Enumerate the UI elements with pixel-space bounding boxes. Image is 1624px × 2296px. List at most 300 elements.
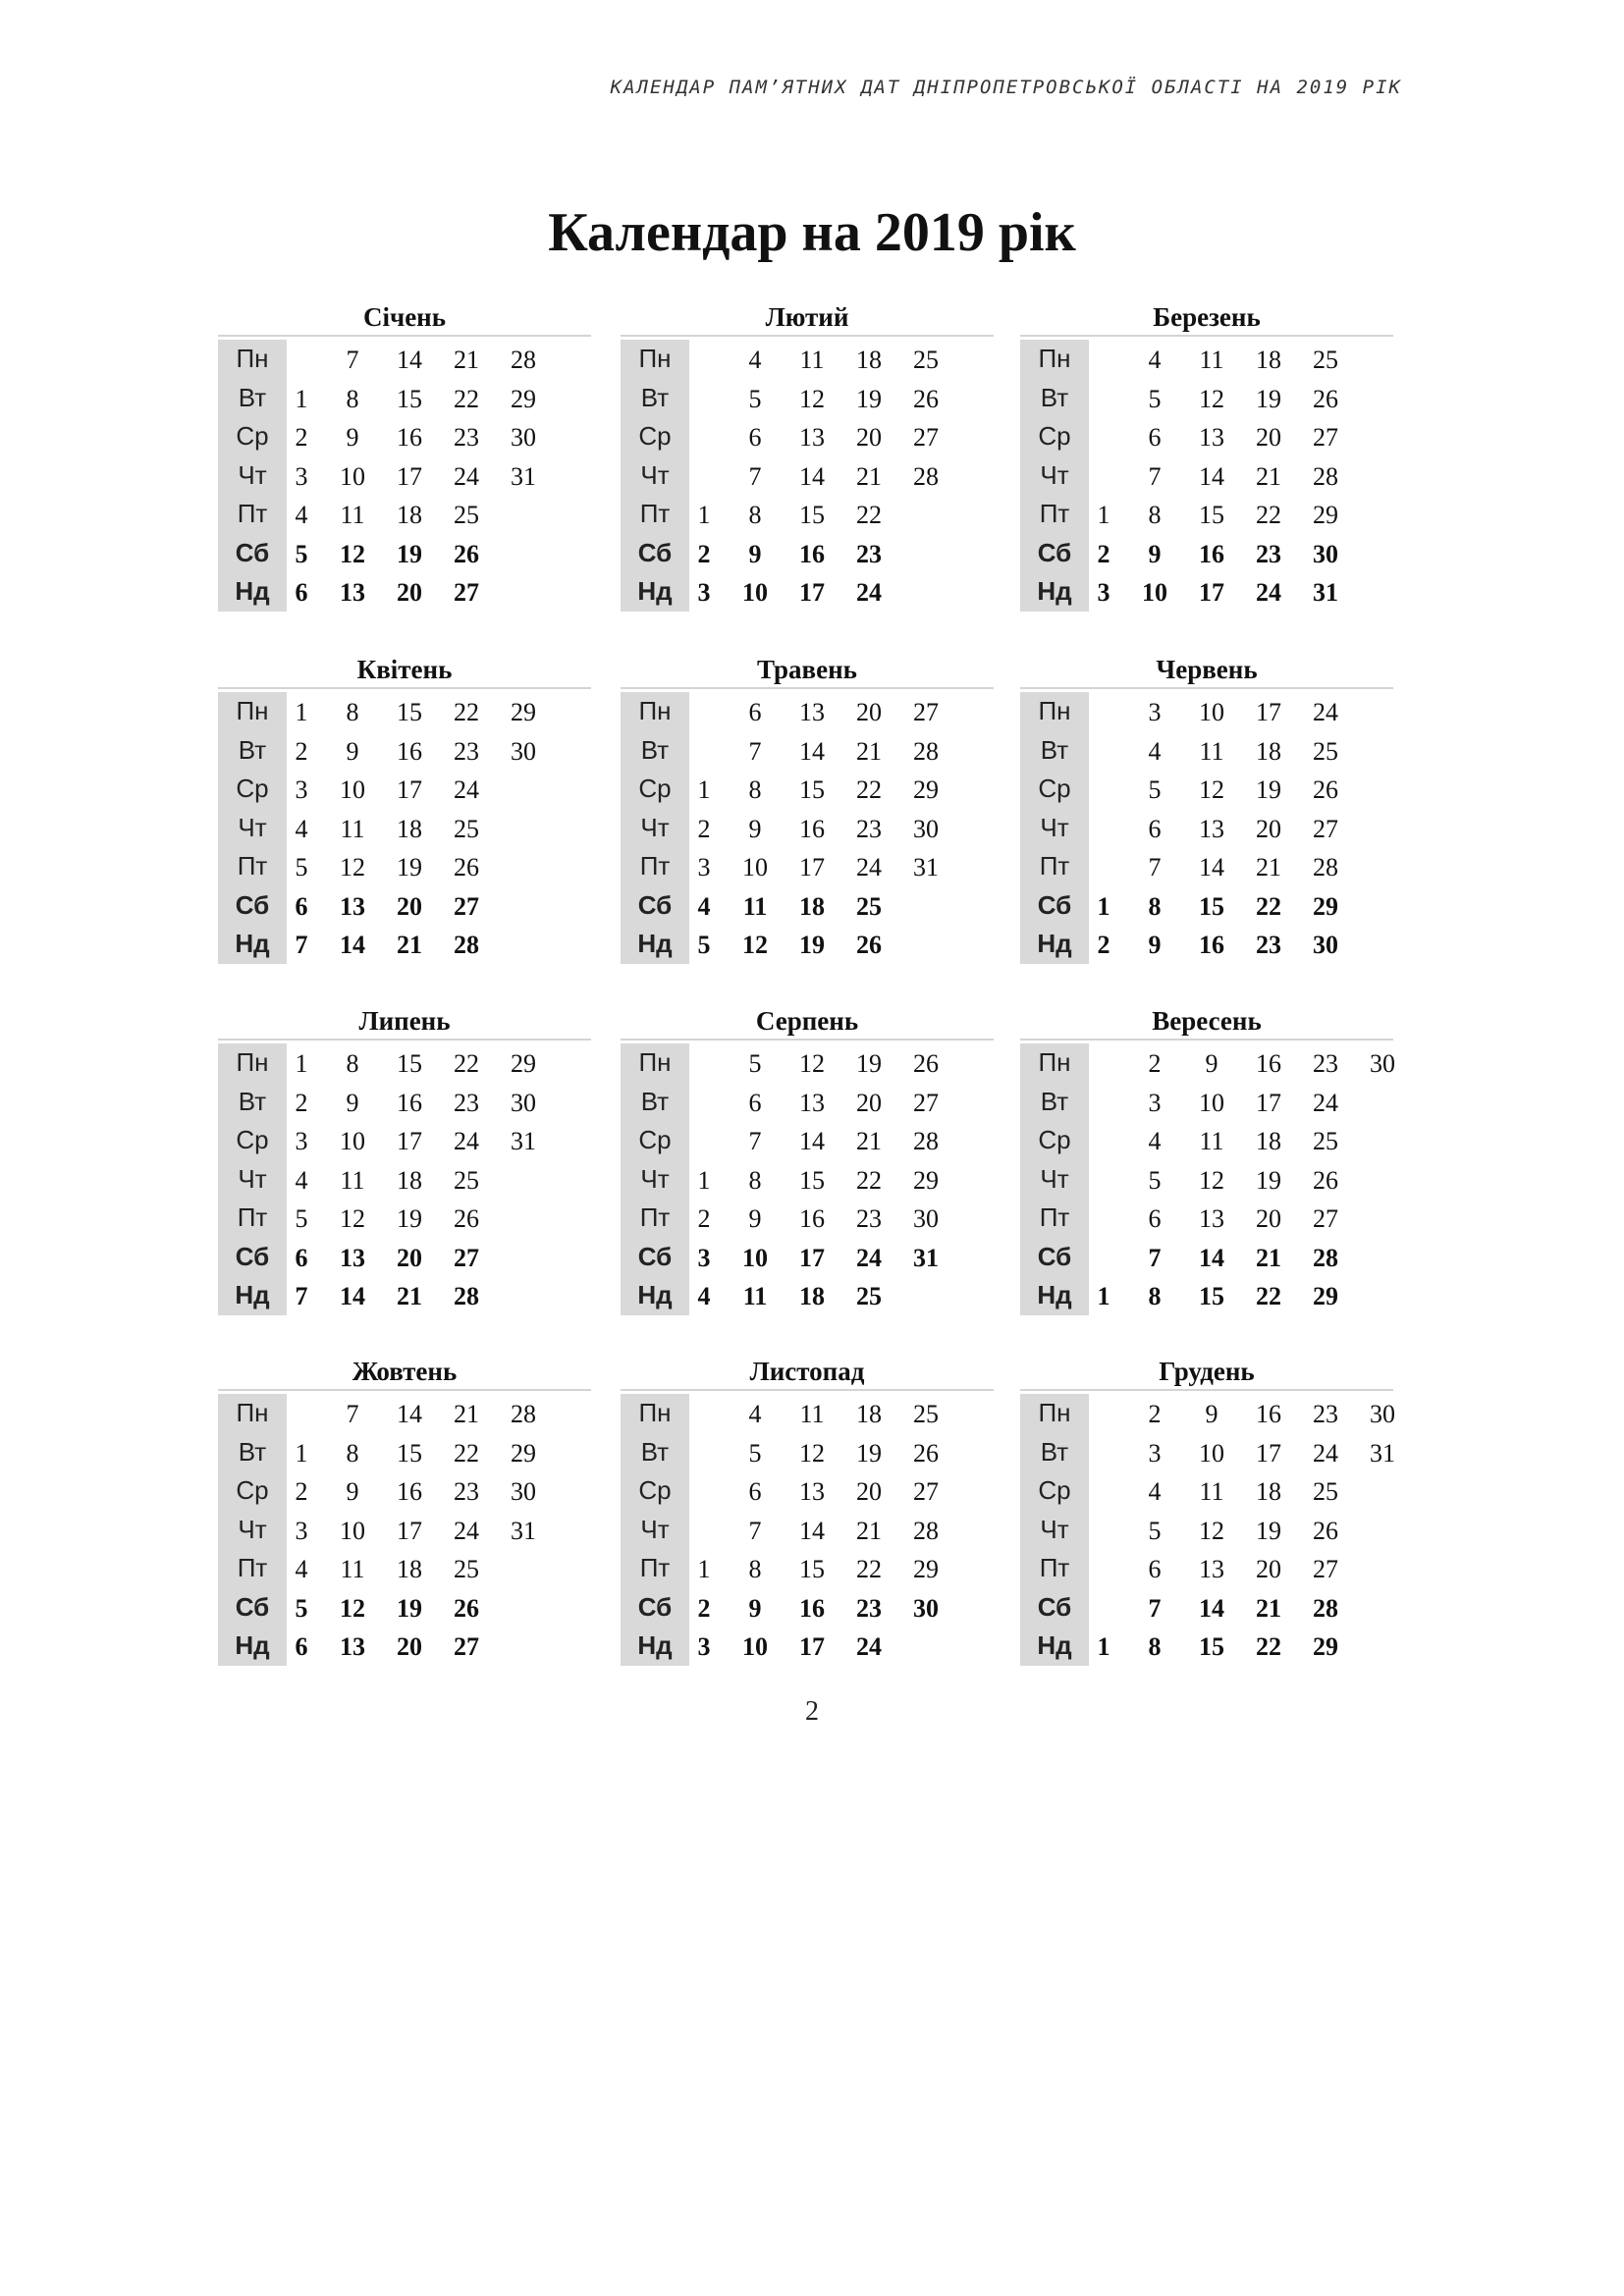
weekday-label: Чт xyxy=(1020,1160,1089,1200)
day-cell: 15 xyxy=(397,1049,422,1078)
day-cell: 8 xyxy=(748,775,762,804)
day-cell: 20 xyxy=(1256,423,1281,452)
week-row xyxy=(621,770,994,809)
day-cell xyxy=(897,534,954,573)
day-cell xyxy=(1354,340,1411,379)
day-cell: 2 xyxy=(295,736,308,766)
day-cell: 29 xyxy=(511,1049,536,1078)
day-cell: 9 xyxy=(1205,1400,1218,1428)
day-cell: 6 xyxy=(1148,814,1162,843)
week-row xyxy=(1020,1199,1393,1238)
day-cell: 7 xyxy=(346,1400,359,1428)
week-row xyxy=(1020,925,1393,964)
month-block xyxy=(1020,653,1393,959)
week-row xyxy=(218,770,591,809)
day-cell: 23 xyxy=(1256,931,1281,959)
day-cell: 21 xyxy=(856,1127,882,1155)
day-cell: 1 xyxy=(697,501,711,529)
month-block xyxy=(621,653,994,959)
weekday-label: Ср xyxy=(1020,1471,1089,1511)
day-cell: 4 xyxy=(295,501,308,529)
day-cell: 1 xyxy=(697,1165,711,1195)
month-block xyxy=(621,1004,994,1310)
week-row xyxy=(218,340,591,379)
day-cell xyxy=(1081,1549,1126,1588)
day-cell: 13 xyxy=(1199,1555,1224,1583)
day-cell: 16 xyxy=(799,1593,825,1623)
day-cell: 12 xyxy=(799,1049,825,1078)
day-cell xyxy=(495,925,552,964)
day-cell: 20 xyxy=(856,698,882,726)
day-cell xyxy=(954,1276,1011,1315)
day-cell: 29 xyxy=(1313,891,1338,921)
day-cell: 30 xyxy=(1370,1049,1395,1078)
weekday-label: Пт xyxy=(1020,1549,1089,1588)
day-cell: 5 xyxy=(1148,775,1162,804)
day-cell: 20 xyxy=(397,1632,422,1661)
day-cell: 29 xyxy=(1313,1282,1338,1310)
day-cell: 4 xyxy=(1148,1127,1162,1155)
day-cell: 27 xyxy=(454,578,479,607)
day-cell xyxy=(552,1433,609,1472)
day-cell: 12 xyxy=(340,853,365,881)
week-row xyxy=(218,1238,591,1277)
day-cell: 30 xyxy=(511,423,536,452)
day-cell: 26 xyxy=(454,1204,479,1233)
day-cell xyxy=(495,1627,552,1666)
day-cell: 1 xyxy=(1097,501,1110,529)
day-cell xyxy=(1081,770,1126,809)
day-cell: 11 xyxy=(742,1282,768,1310)
day-cell xyxy=(1081,1083,1126,1122)
day-cell: 4 xyxy=(697,891,711,921)
day-cell xyxy=(1354,731,1411,771)
day-cell: 18 xyxy=(799,891,825,921)
week-row xyxy=(1020,886,1393,926)
day-cell: 28 xyxy=(913,1516,939,1545)
day-cell: 15 xyxy=(799,501,825,529)
day-cell: 13 xyxy=(340,578,365,607)
day-cell: 30 xyxy=(913,1204,939,1233)
day-cell: 13 xyxy=(799,423,825,452)
day-cell: 24 xyxy=(1256,578,1281,607)
day-cell xyxy=(1081,340,1126,379)
month-name: Листопад xyxy=(621,1357,994,1391)
day-cell: 1 xyxy=(1097,1282,1110,1310)
day-cell: 16 xyxy=(1256,1400,1281,1428)
day-cell: 3 xyxy=(1148,1438,1162,1468)
day-cell: 2 xyxy=(1097,931,1110,959)
day-cell: 21 xyxy=(397,1282,422,1310)
week-row xyxy=(1020,495,1393,534)
day-cell: 26 xyxy=(454,853,479,881)
day-cell: 16 xyxy=(397,736,422,766)
day-cell: 30 xyxy=(511,736,536,766)
day-cell xyxy=(1081,731,1126,771)
day-cell: 1 xyxy=(295,384,308,413)
day-cell: 12 xyxy=(340,1593,365,1623)
day-cell xyxy=(279,340,324,379)
day-cell: 7 xyxy=(1148,1593,1162,1623)
day-cell: 7 xyxy=(1148,461,1162,491)
weekday-label: Пт xyxy=(1020,495,1089,534)
weekday-label: Чт xyxy=(1020,456,1089,496)
day-cell: 27 xyxy=(913,1477,939,1506)
day-cell xyxy=(681,1511,727,1550)
weekday-label: Пн xyxy=(1020,1043,1089,1083)
day-cell: 23 xyxy=(856,539,882,568)
day-cell: 21 xyxy=(856,461,882,491)
page-title: Календар на 2019 рік xyxy=(548,202,1076,263)
day-cell: 20 xyxy=(397,891,422,921)
day-cell: 2 xyxy=(1148,1049,1162,1078)
weekday-label: Вт xyxy=(218,379,287,418)
week-row xyxy=(218,1511,591,1550)
day-cell: 12 xyxy=(1199,775,1224,804)
day-cell: 4 xyxy=(697,1282,711,1310)
month-days-table xyxy=(218,1043,591,1315)
week-row xyxy=(1020,572,1393,612)
day-cell xyxy=(954,1588,1011,1628)
weekday-label: Пт xyxy=(621,495,689,534)
weekday-label: Сб xyxy=(621,1238,689,1277)
week-row xyxy=(1020,1276,1393,1315)
week-row xyxy=(1020,770,1393,809)
weekday-label: Нд xyxy=(621,1627,689,1666)
day-cell: 18 xyxy=(1256,736,1281,766)
day-cell: 18 xyxy=(799,1282,825,1310)
day-cell: 9 xyxy=(748,539,762,568)
day-cell: 20 xyxy=(397,1243,422,1272)
day-cell: 7 xyxy=(295,931,308,959)
day-cell xyxy=(954,340,1011,379)
day-cell: 13 xyxy=(340,1632,365,1661)
day-cell xyxy=(954,925,1011,964)
day-cell xyxy=(495,886,552,926)
weekday-label: Пн xyxy=(621,340,689,379)
day-cell: 20 xyxy=(1256,1204,1281,1233)
day-cell xyxy=(1354,1511,1411,1550)
day-cell xyxy=(954,1627,1011,1666)
day-cell: 16 xyxy=(1199,931,1224,959)
week-row xyxy=(621,1627,994,1666)
day-cell xyxy=(1354,1627,1411,1666)
month-block xyxy=(218,653,591,959)
week-row xyxy=(621,495,994,534)
day-cell xyxy=(897,495,954,534)
day-cell: 27 xyxy=(913,698,939,726)
month-name: Вересень xyxy=(1020,1006,1393,1041)
day-cell: 19 xyxy=(1256,384,1281,413)
day-cell: 18 xyxy=(856,1400,882,1428)
weekday-label: Вт xyxy=(218,1083,287,1122)
day-cell: 8 xyxy=(346,1049,359,1078)
week-row xyxy=(621,456,994,496)
weekday-label: Вт xyxy=(218,1433,287,1472)
day-cell xyxy=(954,572,1011,612)
month-days-table xyxy=(621,1043,994,1315)
weekday-label: Сб xyxy=(218,534,287,573)
day-cell: 30 xyxy=(1313,539,1338,568)
day-cell xyxy=(681,456,727,496)
weekday-label: Ср xyxy=(218,417,287,456)
weekday-label: Пн xyxy=(218,1043,287,1083)
day-cell: 16 xyxy=(799,1204,825,1233)
month-block xyxy=(218,300,591,607)
month-block xyxy=(1020,1004,1395,1310)
weekday-label: Вт xyxy=(621,731,689,771)
day-cell xyxy=(552,886,609,926)
day-cell xyxy=(495,809,552,848)
day-cell: 6 xyxy=(295,1632,308,1661)
day-cell: 27 xyxy=(454,1243,479,1272)
day-cell xyxy=(1354,847,1411,886)
day-cell: 4 xyxy=(295,1165,308,1195)
day-cell: 24 xyxy=(856,1243,882,1272)
day-cell xyxy=(552,1043,609,1083)
day-cell xyxy=(954,1471,1011,1511)
day-cell: 31 xyxy=(1370,1438,1395,1468)
day-cell: 11 xyxy=(742,891,768,921)
day-cell: 24 xyxy=(1313,698,1338,726)
month-name: Жовтень xyxy=(218,1357,591,1391)
day-cell: 6 xyxy=(748,1088,762,1117)
day-cell: 18 xyxy=(397,1165,422,1195)
day-cell: 27 xyxy=(1313,423,1338,452)
day-cell xyxy=(1081,417,1126,456)
day-cell: 15 xyxy=(1199,1632,1224,1661)
weekday-label: Чт xyxy=(218,456,287,496)
day-cell: 30 xyxy=(511,1477,536,1506)
day-cell xyxy=(1354,886,1411,926)
week-row xyxy=(1020,809,1393,848)
day-cell: 14 xyxy=(1199,1243,1224,1272)
day-cell: 22 xyxy=(454,698,479,726)
day-cell: 21 xyxy=(454,346,479,374)
weekday-label: Сб xyxy=(1020,886,1089,926)
week-row xyxy=(1020,340,1393,379)
month-days-table xyxy=(1020,340,1393,612)
day-cell: 1 xyxy=(697,775,711,804)
day-cell: 2 xyxy=(1148,1400,1162,1428)
day-cell: 21 xyxy=(397,931,422,959)
day-cell: 3 xyxy=(697,578,711,607)
weekday-label: Сб xyxy=(1020,534,1089,573)
day-cell xyxy=(552,1394,609,1433)
weekday-label: Пн xyxy=(1020,340,1089,379)
day-cell xyxy=(1354,1588,1411,1628)
day-cell: 1 xyxy=(295,698,308,726)
day-cell xyxy=(1354,1238,1411,1277)
weekday-label: Нд xyxy=(218,572,287,612)
day-cell xyxy=(552,534,609,573)
weekday-label: Ср xyxy=(218,770,287,809)
day-cell xyxy=(681,731,727,771)
day-cell: 11 xyxy=(799,346,825,374)
day-cell: 3 xyxy=(1097,578,1110,607)
week-row xyxy=(621,1083,994,1122)
day-cell xyxy=(552,1160,609,1200)
weekday-label: Нд xyxy=(1020,572,1089,612)
day-cell xyxy=(897,1276,954,1315)
week-row xyxy=(1020,1511,1393,1550)
day-cell: 27 xyxy=(913,1088,939,1117)
day-cell xyxy=(495,1549,552,1588)
month-days-table xyxy=(1020,1043,1393,1315)
day-cell: 29 xyxy=(913,1165,939,1195)
weekday-label: Пт xyxy=(621,1549,689,1588)
day-cell xyxy=(954,770,1011,809)
day-cell: 11 xyxy=(340,1555,365,1583)
day-cell: 4 xyxy=(748,346,762,374)
day-cell: 5 xyxy=(295,539,308,568)
weekday-label: Пн xyxy=(1020,1394,1089,1433)
weekday-label: Ср xyxy=(621,1471,689,1511)
day-cell: 22 xyxy=(856,1165,882,1195)
day-cell: 10 xyxy=(340,775,365,804)
day-cell: 9 xyxy=(346,1088,359,1117)
month-name: Лютий xyxy=(621,302,994,337)
page-number: 2 xyxy=(805,1696,819,1727)
day-cell: 15 xyxy=(1199,891,1224,921)
day-cell: 2 xyxy=(295,423,308,452)
week-row xyxy=(1020,1160,1393,1200)
day-cell: 6 xyxy=(295,578,308,607)
day-cell: 16 xyxy=(1256,1049,1281,1078)
day-cell: 12 xyxy=(799,1438,825,1468)
day-cell: 19 xyxy=(397,1593,422,1623)
day-cell: 20 xyxy=(397,578,422,607)
weekday-label: Нд xyxy=(621,925,689,964)
day-cell xyxy=(552,1511,609,1550)
weekday-label: Вт xyxy=(1020,1433,1089,1472)
week-row xyxy=(218,886,591,926)
day-cell: 7 xyxy=(748,1127,762,1155)
weekday-label: Пт xyxy=(1020,1199,1089,1238)
day-cell: 13 xyxy=(1199,1204,1224,1233)
weekday-label: Чт xyxy=(621,1511,689,1550)
day-cell: 9 xyxy=(748,1593,762,1623)
day-cell: 30 xyxy=(1370,1400,1395,1428)
day-cell: 8 xyxy=(748,1555,762,1583)
day-cell xyxy=(681,1083,727,1122)
day-cell: 10 xyxy=(1199,698,1224,726)
day-cell: 25 xyxy=(856,1282,882,1310)
weekday-label: Чт xyxy=(218,1160,287,1200)
day-cell: 28 xyxy=(1313,461,1338,491)
day-cell: 28 xyxy=(511,1400,536,1428)
day-cell: 11 xyxy=(1199,736,1224,766)
day-cell: 3 xyxy=(697,1243,711,1272)
week-row xyxy=(218,1471,591,1511)
day-cell xyxy=(552,809,609,848)
day-cell: 23 xyxy=(1313,1400,1338,1428)
day-cell: 16 xyxy=(799,539,825,568)
day-cell: 8 xyxy=(1148,1282,1162,1310)
day-cell: 11 xyxy=(340,814,365,843)
day-cell: 21 xyxy=(1256,853,1281,881)
day-cell xyxy=(1354,692,1411,731)
running-header: КАЛЕНДАР ПАМ’ЯТНИХ ДАТ ДНІПРОПЕТРОВСЬКОЇ ОБЛАСТІ НА 2019 РІК xyxy=(610,77,1402,98)
day-cell: 18 xyxy=(397,814,422,843)
day-cell: 4 xyxy=(1148,736,1162,766)
weekday-label: Пн xyxy=(621,1394,689,1433)
week-row xyxy=(1020,1394,1393,1433)
day-cell: 18 xyxy=(1256,346,1281,374)
day-cell: 26 xyxy=(454,1593,479,1623)
month-days-table xyxy=(1020,1394,1393,1666)
month-days-table xyxy=(218,1394,591,1666)
week-row xyxy=(621,1549,994,1588)
day-cell xyxy=(954,379,1011,418)
day-cell xyxy=(681,1433,727,1472)
day-cell: 19 xyxy=(397,539,422,568)
day-cell: 7 xyxy=(748,736,762,766)
day-cell: 23 xyxy=(454,736,479,766)
day-cell: 26 xyxy=(1313,384,1338,413)
day-cell: 9 xyxy=(346,1477,359,1506)
weekday-label: Нд xyxy=(621,572,689,612)
day-cell xyxy=(552,456,609,496)
day-cell xyxy=(552,1083,609,1122)
day-cell xyxy=(552,1238,609,1277)
day-cell: 10 xyxy=(1142,578,1167,607)
day-cell xyxy=(954,456,1011,496)
week-row xyxy=(218,1121,591,1160)
week-row xyxy=(218,1199,591,1238)
week-row xyxy=(218,1549,591,1588)
day-cell: 13 xyxy=(799,1477,825,1506)
day-cell: 3 xyxy=(295,1516,308,1545)
week-row xyxy=(218,456,591,496)
week-row xyxy=(1020,731,1393,771)
day-cell: 14 xyxy=(1199,1593,1224,1623)
weekday-label: Ср xyxy=(1020,1121,1089,1160)
month-days-table xyxy=(621,1394,994,1666)
day-cell: 9 xyxy=(1205,1049,1218,1078)
day-cell: 26 xyxy=(1313,1516,1338,1545)
month-days-table xyxy=(1020,692,1393,964)
month-block xyxy=(1020,1355,1395,1661)
day-cell: 23 xyxy=(454,1477,479,1506)
week-row xyxy=(218,1394,591,1433)
day-cell: 14 xyxy=(799,461,825,491)
day-cell: 30 xyxy=(913,814,939,843)
day-cell: 10 xyxy=(742,578,768,607)
week-row xyxy=(621,847,994,886)
week-row xyxy=(1020,1083,1393,1122)
day-cell: 6 xyxy=(748,1477,762,1506)
day-cell: 10 xyxy=(1199,1088,1224,1117)
day-cell xyxy=(954,1394,1011,1433)
day-cell: 5 xyxy=(697,931,711,959)
week-row xyxy=(218,495,591,534)
day-cell: 31 xyxy=(511,461,536,491)
day-cell: 2 xyxy=(697,1204,711,1233)
day-cell: 4 xyxy=(1148,1477,1162,1506)
day-cell: 3 xyxy=(1148,1088,1162,1117)
day-cell: 27 xyxy=(913,423,939,452)
weekday-label: Пн xyxy=(621,1043,689,1083)
day-cell xyxy=(1354,417,1411,456)
day-cell: 17 xyxy=(1256,1088,1281,1117)
day-cell: 15 xyxy=(397,384,422,413)
day-cell xyxy=(1354,1276,1411,1315)
day-cell: 17 xyxy=(799,1632,825,1661)
day-cell xyxy=(552,1276,609,1315)
month-block xyxy=(218,1355,591,1661)
day-cell xyxy=(681,1394,727,1433)
